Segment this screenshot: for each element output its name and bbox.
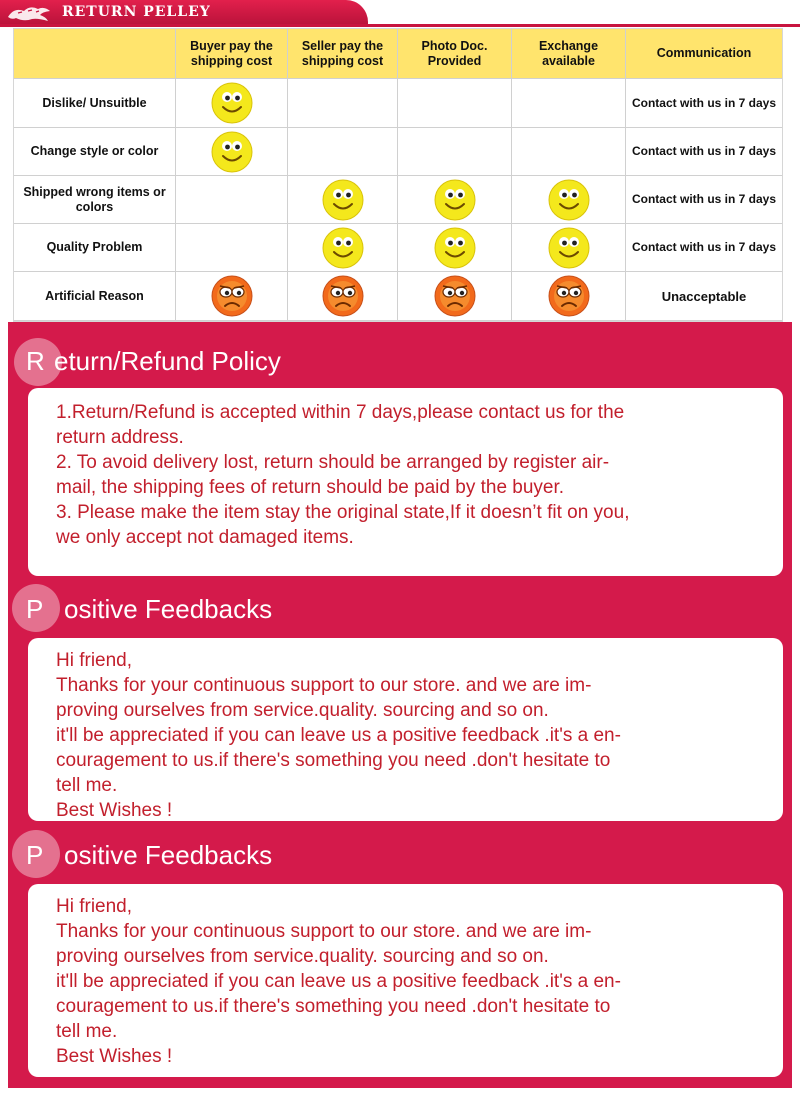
feedback-line: couragement to us.if there's something you need .don't hesitate to: [56, 996, 611, 1017]
return-policy-table: [13, 28, 783, 322]
row-label: Quality Problem: [14, 224, 176, 272]
table-cell: [398, 224, 512, 272]
table-cell: [398, 272, 512, 321]
policy-panel: [8, 322, 792, 1088]
table-cell: [398, 79, 512, 128]
section-title-feedback: ositive Feedbacks: [64, 840, 273, 870]
smiley-happy-icon: [548, 227, 590, 269]
feedback-line: Hi friend,: [56, 896, 133, 917]
row-label: Dislike/ Unsuitble: [14, 79, 176, 128]
row-label: Change style or color: [14, 128, 176, 176]
table-cell: [176, 176, 288, 224]
column-header: Buyer pay the shipping cost: [176, 29, 288, 79]
table-cell: [288, 272, 398, 321]
smiley-happy-icon: [211, 82, 253, 124]
smiley-sad-icon: [434, 275, 476, 317]
banner-title: RETURN PELLEY: [62, 4, 211, 20]
smiley-happy-icon: [548, 179, 590, 221]
row-label: Shipped wrong items or colors: [14, 176, 176, 224]
table-cell: [176, 224, 288, 272]
policy-line: 2. To avoid delivery lost, return should be arranged by register air-: [56, 452, 610, 473]
smiley-happy-icon: [322, 227, 364, 269]
section-initial: P: [26, 594, 44, 624]
smiley-happy-icon: [322, 179, 364, 221]
communication-cell: Contact with us in 7 days: [626, 176, 782, 224]
feedback-line: Best Wishes !: [56, 800, 173, 821]
table-cell: [176, 79, 288, 128]
feedback-line: tell me.: [56, 775, 118, 796]
smiley-sad-icon: [548, 275, 590, 317]
feedback-line: Thanks for your continuous support to our store. and we are im-: [56, 921, 592, 942]
section-title-feedback: ositive Feedbacks: [64, 594, 273, 624]
header-corner-cell: [14, 29, 176, 79]
table-cell: [512, 79, 626, 128]
feedback-line: Thanks for your continuous support to our store. and we are im-: [56, 675, 592, 696]
header-banner: [0, 0, 800, 28]
communication-cell: Contact with us in 7 days: [626, 224, 782, 272]
section-title-refund: eturn/Refund Policy: [54, 346, 281, 376]
table-cell: [512, 224, 626, 272]
feedback-line: it'll be appreciated if you can leave us a positive feedback .it's a en-: [56, 725, 621, 746]
smiley-sad-icon: [322, 275, 364, 317]
refund-policy-box: [28, 388, 783, 576]
table-cell: [176, 128, 288, 176]
feedback-line: proving ourselves from service.quality. sourcing and so on.: [56, 700, 549, 721]
feedback-line: it'll be appreciated if you can leave us a positive feedback .it's a en-: [56, 971, 621, 992]
policy-line: mail, the shipping fees of return should be paid by the buyer.: [56, 477, 565, 498]
policy-line: 1.Return/Refund is accepted within 7 days,please contact us for the: [56, 402, 625, 423]
column-header: Photo Doc. Provided: [398, 29, 512, 79]
column-header: Communication: [626, 29, 782, 79]
row-label: Artificial Reason: [14, 272, 176, 321]
table-cell: [398, 128, 512, 176]
table-cell: [288, 79, 398, 128]
table-cell: [288, 176, 398, 224]
table-cell: [512, 128, 626, 176]
feedback-box: [28, 884, 783, 1077]
communication-cell: Contact with us in 7 days: [626, 128, 782, 176]
policy-line: return address.: [56, 427, 184, 448]
smiley-happy-icon: [434, 227, 476, 269]
section-initial: P: [26, 840, 44, 870]
table-cell: [398, 176, 512, 224]
policy-line: we only accept not damaged items.: [56, 527, 354, 548]
smiley-sad-icon: [211, 275, 253, 317]
banner-rule: [0, 24, 800, 27]
column-header: Seller pay the shipping cost: [288, 29, 398, 79]
table-cell: [288, 224, 398, 272]
table-cell: [176, 272, 288, 321]
feedback-line: proving ourselves from service.quality. sourcing and so on.: [56, 946, 549, 967]
section-initial: R: [26, 346, 45, 376]
column-header: Exchange available: [512, 29, 626, 79]
communication-cell: Contact with us in 7 days: [626, 79, 782, 128]
table-cell: [288, 128, 398, 176]
communication-cell: Unacceptable: [626, 272, 782, 321]
feedback-box: [28, 638, 783, 821]
smiley-happy-icon: [211, 131, 253, 173]
table-cell: [512, 176, 626, 224]
table-grid: [14, 29, 782, 321]
table-cell: [512, 272, 626, 321]
feedback-line: tell me.: [56, 1021, 118, 1042]
policy-line: 3. Please make the item stay the original state,If it doesn’t fit on you,: [56, 502, 630, 523]
feedback-line: couragement to us.if there's something you need .don't hesitate to: [56, 750, 611, 771]
feedback-line: Hi friend,: [56, 650, 133, 671]
smiley-happy-icon: [434, 179, 476, 221]
feedback-line: Best Wishes !: [56, 1046, 173, 1067]
dragon-logo-icon: [6, 3, 52, 23]
